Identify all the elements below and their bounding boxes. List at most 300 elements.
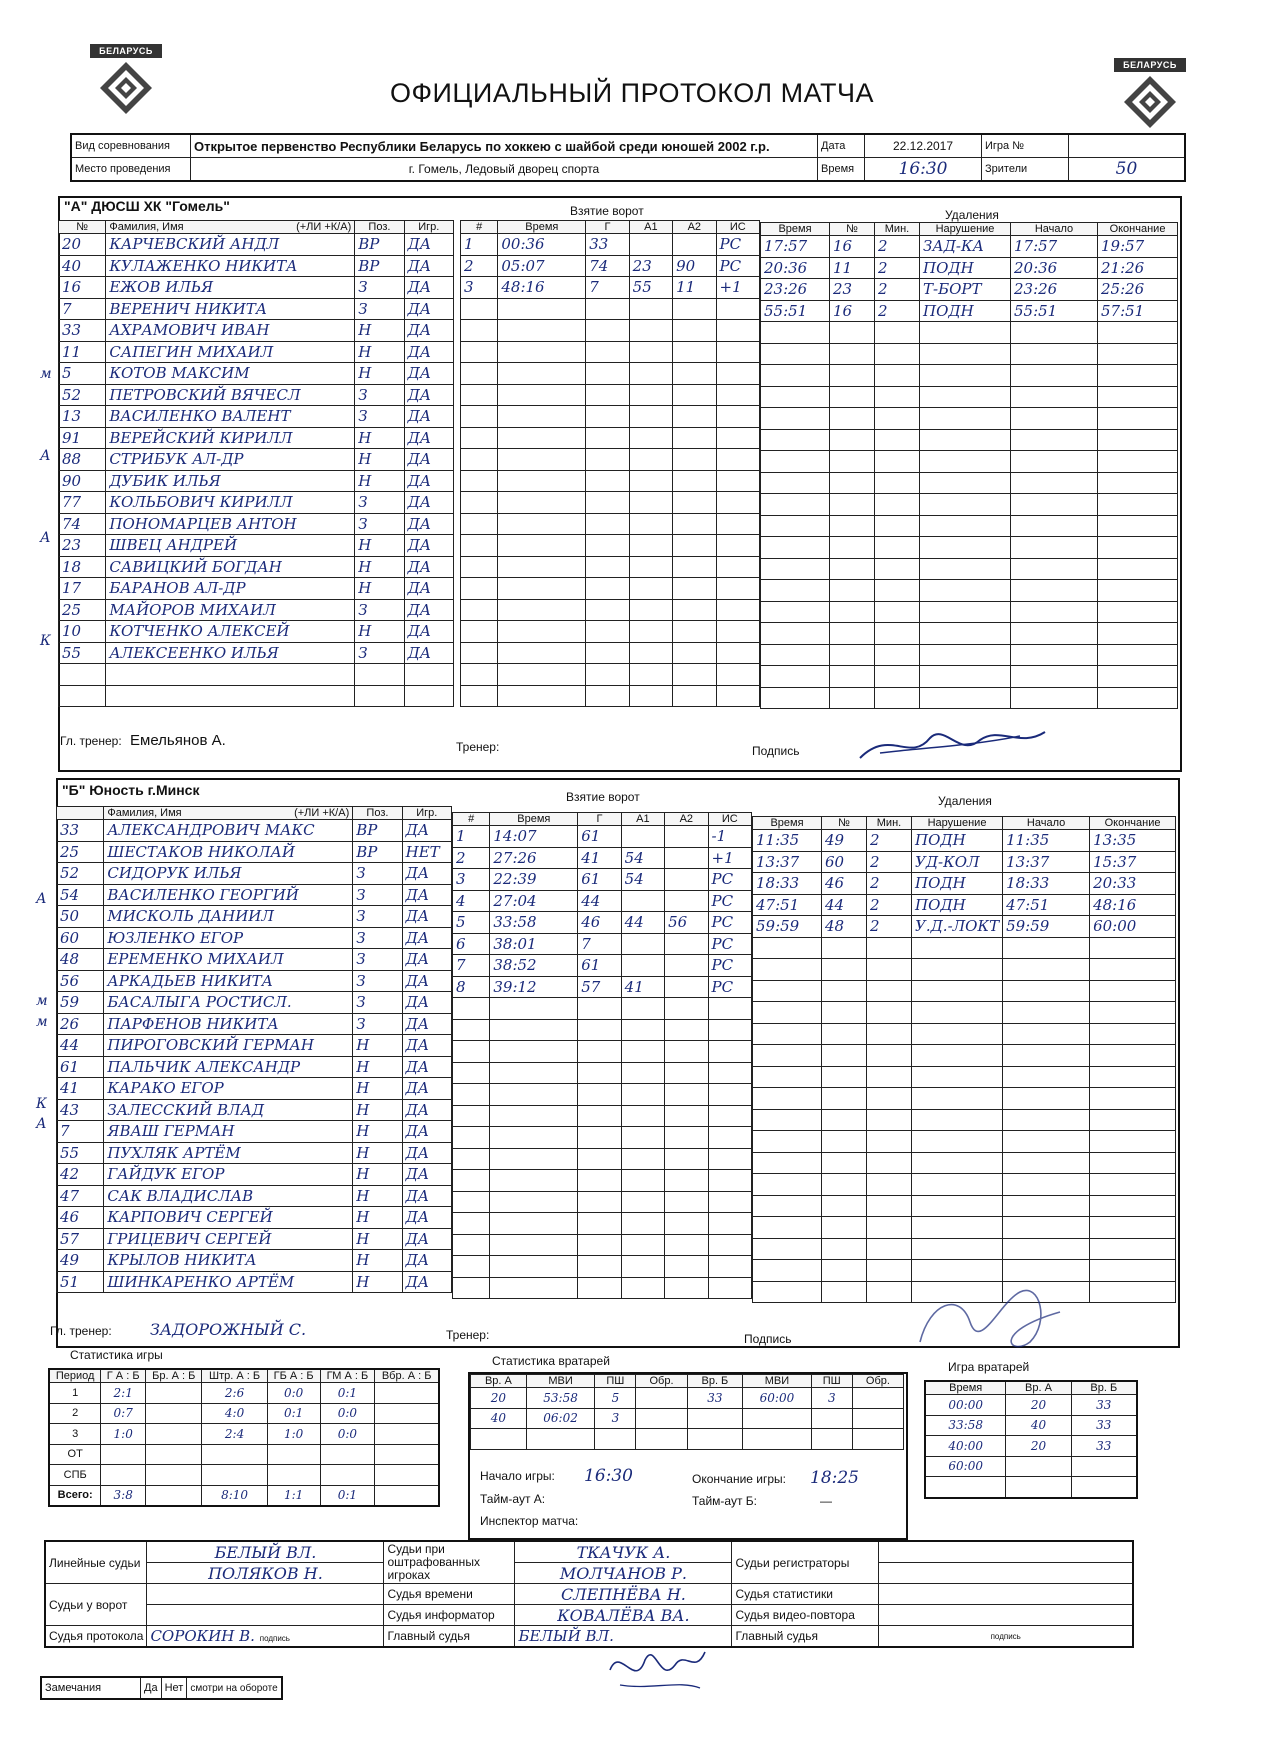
stat-cell <box>687 1429 743 1450</box>
stat-row <box>925 1415 1137 1436</box>
stat-header: МВИ <box>526 1375 594 1388</box>
penalty-end: 21:26 <box>1098 257 1178 279</box>
goal-time: 39:12 <box>490 976 578 998</box>
player-row <box>59 363 454 385</box>
goal-assist-2 <box>673 535 716 557</box>
player-name: ЕРЕМЕНКО МИХАИЛ <box>104 949 353 971</box>
goal-time: 22:39 <box>490 869 578 891</box>
penalty-infraction <box>912 1195 1003 1217</box>
goal-scorer <box>586 470 629 492</box>
goal-scorer <box>578 1084 621 1106</box>
goal-assist-1 <box>621 1127 664 1149</box>
goal-assist-2 <box>665 1084 708 1106</box>
player-name: ЮЗЛЕНКО ЕГОР <box>104 927 353 949</box>
gk-stats-table <box>470 1374 904 1450</box>
stat-cell <box>202 1465 267 1486</box>
penalty-start <box>1003 937 1090 959</box>
goals-title: Взятие ворот <box>570 204 644 218</box>
goal-number <box>453 1213 490 1235</box>
start-value: 16:30 <box>584 1466 633 1486</box>
player-row <box>57 1142 452 1164</box>
goal-scorer <box>586 556 629 578</box>
goal-scorer: 57 <box>578 976 621 998</box>
col-li: (+ЛИ +К/А) <box>296 221 352 233</box>
penalty-infraction <box>912 1066 1003 1088</box>
goal-assist-2 <box>665 1170 708 1192</box>
player-name: ВЕРЕЙСКИЙ КИРИЛЛ <box>106 427 355 449</box>
logo-text: БЕЛАРУСЬ <box>1114 58 1186 72</box>
penalty-minutes <box>875 429 920 451</box>
player-played: ДА <box>402 1056 451 1078</box>
col-goal-g: Г <box>578 813 621 826</box>
stat-cell: 20 <box>1006 1395 1071 1416</box>
goal-time <box>490 1170 578 1192</box>
penalty-time: 11:35 <box>753 830 822 852</box>
player-position: З <box>353 927 402 949</box>
player-played: ДА <box>404 513 453 535</box>
goal-scorer <box>578 1213 621 1235</box>
stat-cell: 2:4 <box>202 1424 267 1445</box>
player-name: ПУХЛЯК АРТЁМ <box>104 1142 353 1164</box>
penalty-minutes: 2 <box>867 916 912 938</box>
penalty-time <box>753 1174 822 1196</box>
team-b-roster <box>56 806 452 1293</box>
player-name: ШВЕЦ АНДРЕЙ <box>106 535 355 557</box>
goal-situation: РС <box>708 912 751 934</box>
stat-cell: 3 <box>49 1424 101 1445</box>
penalty-time <box>753 1131 822 1153</box>
penalty-time <box>753 1088 822 1110</box>
penalty-infraction <box>920 666 1011 688</box>
goal-time <box>490 1213 578 1235</box>
penalty-start: 23:26 <box>1011 279 1098 301</box>
penalty-start <box>1003 1217 1090 1239</box>
penalty-infraction <box>920 429 1011 451</box>
team-a-trainer-label: Тренер: <box>456 740 500 754</box>
goal-assist-2 <box>665 847 708 869</box>
entry-row <box>461 556 760 578</box>
col-goal-time: Время <box>490 813 578 826</box>
col-pos: Поз. <box>355 221 404 234</box>
penalty-start <box>1011 666 1098 688</box>
penalty-start <box>1011 580 1098 602</box>
player-played: ДА <box>402 949 451 971</box>
goal-situation <box>708 1256 751 1278</box>
stat-cell <box>267 1465 320 1486</box>
player-position: Н <box>355 363 404 385</box>
penalty-time <box>753 1023 822 1045</box>
penalty-time: 59:59 <box>753 916 822 938</box>
penalty-infraction <box>920 408 1011 430</box>
stat-row <box>49 1424 439 1445</box>
comp-value: Открытое первенство Республики Беларусь по хоккею с шайбой среди юношей 2002 г.р. <box>191 134 818 158</box>
entry-row <box>761 601 1178 623</box>
player-position: Н <box>355 341 404 363</box>
player-played: ДА <box>404 470 453 492</box>
goal-number <box>453 1105 490 1127</box>
stat-cell: 0:0 <box>320 1403 375 1424</box>
goal-scorer <box>578 1148 621 1170</box>
player-played: ДА <box>402 1185 451 1207</box>
penalty-start <box>1003 1045 1090 1067</box>
player-played: ДА <box>402 906 451 928</box>
goal-time <box>490 1256 578 1278</box>
goal-assist-1 <box>621 1041 664 1063</box>
penalty-infraction <box>912 1002 1003 1024</box>
stat-cell <box>811 1408 852 1429</box>
goal-number: 3 <box>453 869 490 891</box>
spect-value: 50 <box>1069 158 1186 182</box>
goal-scorer <box>586 599 629 621</box>
goal-situation <box>708 1084 751 1106</box>
entry-row <box>761 300 1178 322</box>
entry-row <box>761 408 1178 430</box>
goal-assist-1 <box>621 933 664 955</box>
player-name: ЕЖОВ ИЛЬЯ <box>106 277 355 299</box>
player-number: 7 <box>59 298 106 320</box>
captain-mark: м <box>36 1013 48 1030</box>
stat-cell: 60:00 <box>925 1456 1006 1477</box>
col-goal-hash: # <box>453 813 490 826</box>
player-name: АХРАМОВИЧ ИВАН <box>106 320 355 342</box>
penalty-minutes <box>875 365 920 387</box>
penalty-end <box>1098 644 1178 666</box>
player-name: ШИНКАРЕНКО АРТЁМ <box>104 1271 353 1293</box>
player-name: ПАЛЬЧИК АЛЕКСАНДР <box>104 1056 353 1078</box>
stat-cell: 3:8 <box>101 1485 146 1506</box>
goal-situation <box>708 1213 751 1235</box>
penalty-player <box>830 386 875 408</box>
goal-number <box>461 384 498 406</box>
stat-row <box>925 1477 1137 1498</box>
player-position: Н <box>355 320 404 342</box>
game-stats-title: Статистика игры <box>70 1348 163 1362</box>
player-played: ДА <box>402 1121 451 1143</box>
goal-assist-2 <box>673 234 716 256</box>
goal-time <box>490 1234 578 1256</box>
penalty-minutes <box>867 1023 912 1045</box>
goal-scorer <box>578 1277 621 1299</box>
goal-number: 2 <box>461 255 498 277</box>
goal-time <box>498 470 586 492</box>
penalty-minutes <box>875 472 920 494</box>
stat-cell <box>146 1444 202 1465</box>
player-number: 42 <box>57 1164 104 1186</box>
stat-judge-label: Судья статистики <box>732 1584 879 1605</box>
penalty-minutes: 2 <box>875 279 920 301</box>
penalty-minutes <box>867 1238 912 1260</box>
goal-situation: РС <box>708 955 751 977</box>
penalty-player <box>830 322 875 344</box>
penalty-player: 11 <box>830 257 875 279</box>
goal-situation <box>716 384 759 406</box>
penalty-start: 11:35 <box>1003 830 1090 852</box>
team-b-trainer-label: Тренер: <box>446 1328 490 1342</box>
player-row <box>57 1228 452 1250</box>
goal-number: 1 <box>453 826 490 848</box>
penalty-player: 16 <box>830 300 875 322</box>
player-number: 52 <box>57 863 104 885</box>
entry-row <box>761 644 1178 666</box>
penalty-start <box>1003 1066 1090 1088</box>
stat-cell: 53:58 <box>526 1388 594 1409</box>
player-played: ДА <box>402 884 451 906</box>
spect-label: Зрители <box>982 158 1069 182</box>
entry-row <box>461 298 760 320</box>
penalty-start: 18:33 <box>1003 873 1090 895</box>
goal-situation <box>716 642 759 664</box>
goal-situation <box>708 1019 751 1041</box>
goal-time <box>498 664 586 686</box>
penalty-end <box>1098 515 1178 537</box>
player-row <box>57 884 452 906</box>
goal-assist-1: 55 <box>629 277 672 299</box>
goal-scorer <box>586 642 629 664</box>
penalty-end <box>1090 1045 1176 1067</box>
goal-time: 00:36 <box>498 234 586 256</box>
goal-scorer <box>578 1170 621 1192</box>
goal-assist-2 <box>673 320 716 342</box>
goal-number: 5 <box>453 912 490 934</box>
player-number: 33 <box>57 820 104 842</box>
player-position: Н <box>353 1078 402 1100</box>
penalty-start: 20:36 <box>1011 257 1098 279</box>
player-name: ГАЙДУК ЕГОР <box>104 1164 353 1186</box>
goal-assist-2 <box>665 976 708 998</box>
penalty-time: 23:26 <box>761 279 830 301</box>
date-label: Дата <box>818 134 865 158</box>
main-judge-label: Главный судья <box>384 1626 515 1648</box>
player-position: З <box>353 1013 402 1035</box>
penalty-time <box>761 365 830 387</box>
player-number: 23 <box>59 535 106 557</box>
penalty-player <box>830 365 875 387</box>
player-row <box>57 841 452 863</box>
penalty-end <box>1098 558 1178 580</box>
penalty-start: 47:51 <box>1003 894 1090 916</box>
goal-assist-1: 23 <box>629 255 672 277</box>
penalty-player: 46 <box>822 873 867 895</box>
entry-row <box>753 1174 1176 1196</box>
player-played: ДА <box>404 642 453 664</box>
player-number: 49 <box>57 1250 104 1272</box>
player-row <box>57 1078 452 1100</box>
goal-situation <box>708 1105 751 1127</box>
stat-cell <box>375 1444 439 1465</box>
goal-situation: РС <box>708 976 751 998</box>
goal-scorer <box>586 363 629 385</box>
captain-mark: м <box>36 993 48 1009</box>
player-played: ДА <box>402 1271 451 1293</box>
entry-row <box>461 384 760 406</box>
penalty-minutes <box>875 343 920 365</box>
player-number: 40 <box>59 255 106 277</box>
penalty-judge-1: ТКАЧУК А. <box>515 1541 732 1563</box>
goal-assist-1 <box>621 1277 664 1299</box>
penalty-end <box>1090 1131 1176 1153</box>
col-goal-a1: A1 <box>621 813 664 826</box>
player-row <box>57 949 452 971</box>
game-value <box>1069 134 1186 158</box>
player-name: АРКАДЬЕВ НИКИТА <box>104 970 353 992</box>
goal-situation <box>708 1191 751 1213</box>
entry-row <box>753 873 1176 895</box>
penalty-end: 25:26 <box>1098 279 1178 301</box>
goal-time <box>490 1127 578 1149</box>
entry-row <box>453 1191 752 1213</box>
goal-time <box>498 320 586 342</box>
player-name: ЗАЛЕССКИЙ ВЛАД <box>104 1099 353 1121</box>
goal-number: 3 <box>461 277 498 299</box>
player-position: ВР <box>353 841 402 863</box>
entry-row <box>453 826 752 848</box>
entry-row <box>753 1217 1176 1239</box>
penalty-player <box>830 472 875 494</box>
entry-row <box>761 429 1178 451</box>
col-pen-min: Мин. <box>875 223 920 236</box>
player-number: 48 <box>57 949 104 971</box>
penalty-infraction <box>920 580 1011 602</box>
goal-situation <box>716 492 759 514</box>
stat-cell <box>267 1444 320 1465</box>
stat-header: Бр. А : Б <box>146 1369 202 1383</box>
penalty-end <box>1090 1088 1176 1110</box>
stat-row <box>471 1429 904 1450</box>
player-number: 55 <box>57 1142 104 1164</box>
player-position: Н <box>353 1207 402 1229</box>
player-row <box>59 255 454 277</box>
goal-scorer <box>578 998 621 1020</box>
player-number: 5 <box>59 363 106 385</box>
goal-situation <box>716 685 759 707</box>
penalty-start <box>1011 644 1098 666</box>
penalty-player <box>830 558 875 580</box>
penalty-infraction <box>912 1260 1003 1282</box>
penalty-infraction <box>912 1217 1003 1239</box>
goal-situation: РС <box>708 933 751 955</box>
entry-row <box>461 578 760 600</box>
team-a-coach-label: Гл. тренер: <box>60 734 122 748</box>
penalty-end <box>1090 959 1176 981</box>
penalty-end <box>1090 1195 1176 1217</box>
captain-mark: К <box>36 1095 47 1112</box>
col-pen-infraction: Нарушение <box>920 223 1011 236</box>
penalty-end <box>1098 623 1178 645</box>
stat-cell: ОТ <box>49 1444 101 1465</box>
goal-time: 38:01 <box>490 933 578 955</box>
goal-number <box>461 298 498 320</box>
goal-number <box>461 363 498 385</box>
player-position: З <box>353 970 402 992</box>
goal-assist-2 <box>673 513 716 535</box>
player-row <box>57 1185 452 1207</box>
penalties-title: Удаления <box>945 208 999 222</box>
penalty-minutes: 2 <box>867 830 912 852</box>
team-b-signature <box>900 1282 1080 1362</box>
goal-situation <box>716 556 759 578</box>
goal-assist-2 <box>665 1234 708 1256</box>
goal-scorer <box>578 1062 621 1084</box>
player-number: 17 <box>59 578 106 600</box>
penalty-infraction <box>912 1152 1003 1174</box>
penalty-end: 48:16 <box>1090 894 1176 916</box>
penalty-start: 17:57 <box>1011 236 1098 258</box>
penalty-player <box>822 1260 867 1282</box>
player-played: ДА <box>404 277 453 299</box>
goal-situation <box>716 535 759 557</box>
stat-cell <box>811 1429 852 1450</box>
goal-assist-1 <box>629 320 672 342</box>
col-li: (+ЛИ +К/А) <box>294 807 350 819</box>
penalty-end: 13:35 <box>1090 830 1176 852</box>
player-name: МИСКОЛЬ ДАНИИЛ <box>104 906 353 928</box>
penalty-start <box>1011 687 1098 709</box>
goal-situation <box>708 1148 751 1170</box>
goal-assist-1 <box>621 1170 664 1192</box>
player-row <box>57 1121 452 1143</box>
player-name: КОТОВ МАКСИМ <box>106 363 355 385</box>
entry-row <box>761 365 1178 387</box>
line-judge-2: ПОЛЯКОВ Н. <box>147 1563 384 1584</box>
entry-row <box>461 470 760 492</box>
penalty-infraction <box>920 365 1011 387</box>
goal-assist-1 <box>629 470 672 492</box>
player-played: НЕТ <box>402 841 451 863</box>
goal-number <box>453 1170 490 1192</box>
goal-assist-2 <box>665 1127 708 1149</box>
captain-mark: А <box>40 530 51 546</box>
player-row <box>57 970 452 992</box>
player-position: З <box>355 277 404 299</box>
penalty-minutes <box>875 386 920 408</box>
goal-situation <box>708 1277 751 1299</box>
player-position: Н <box>353 1142 402 1164</box>
player-position: З <box>355 513 404 535</box>
penalty-player: 48 <box>822 916 867 938</box>
player-name: САК ВЛАДИСЛАВ <box>104 1185 353 1207</box>
penalty-minutes: 2 <box>867 873 912 895</box>
stat-cell <box>101 1444 146 1465</box>
player-position: З <box>353 863 402 885</box>
goal-assist-2 <box>673 621 716 643</box>
goal-assist-2 <box>673 363 716 385</box>
goal-assist-1 <box>629 449 672 471</box>
penalty-start <box>1011 429 1098 451</box>
penalty-start <box>1011 623 1098 645</box>
goal-assist-1 <box>629 492 672 514</box>
goal-situation: +1 <box>716 277 759 299</box>
player-number: 74 <box>59 513 106 535</box>
penalty-time <box>761 666 830 688</box>
goal-situation <box>716 341 759 363</box>
penalty-end <box>1098 408 1178 430</box>
goal-assist-1 <box>629 513 672 535</box>
remarks-table <box>40 1676 283 1700</box>
penalty-minutes: 2 <box>867 894 912 916</box>
player-name: ПАРФЕНОВ НИКИТА <box>104 1013 353 1035</box>
goal-scorer <box>586 298 629 320</box>
stat-cell: 5 <box>595 1388 636 1409</box>
player-number: 16 <box>59 277 106 299</box>
inspector-label: Инспектор матча: <box>480 1514 579 1528</box>
player-number: 59 <box>57 992 104 1014</box>
entry-row <box>761 236 1178 258</box>
penalty-minutes <box>867 980 912 1002</box>
timeout-b-label: Тайм-аут Б: <box>692 1494 757 1508</box>
goal-assist-1: 54 <box>621 847 664 869</box>
penalty-minutes <box>875 515 920 537</box>
entry-row <box>461 255 760 277</box>
